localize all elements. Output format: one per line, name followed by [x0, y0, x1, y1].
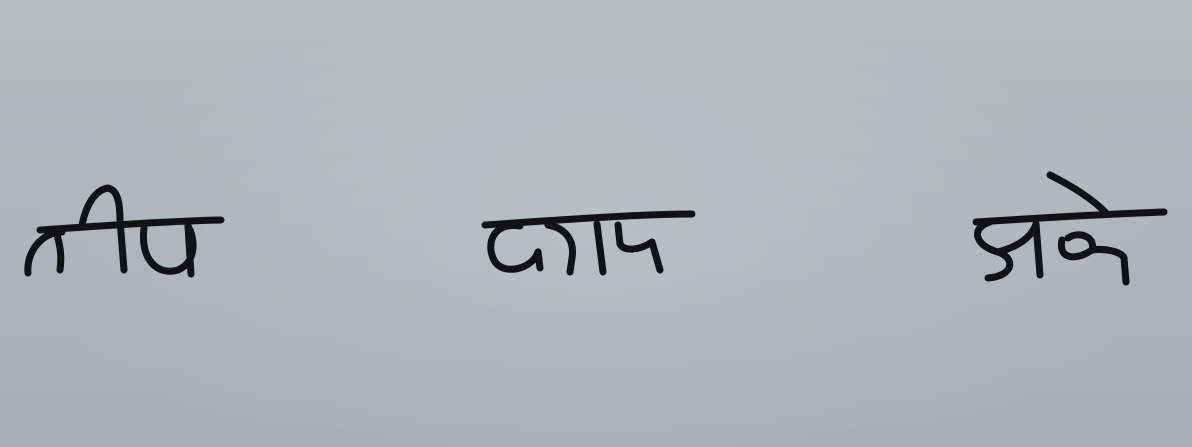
- handwritten-word-2: [485, 214, 692, 272]
- handwritten-word-3: [976, 175, 1164, 282]
- handwritten-word-1: [28, 188, 221, 274]
